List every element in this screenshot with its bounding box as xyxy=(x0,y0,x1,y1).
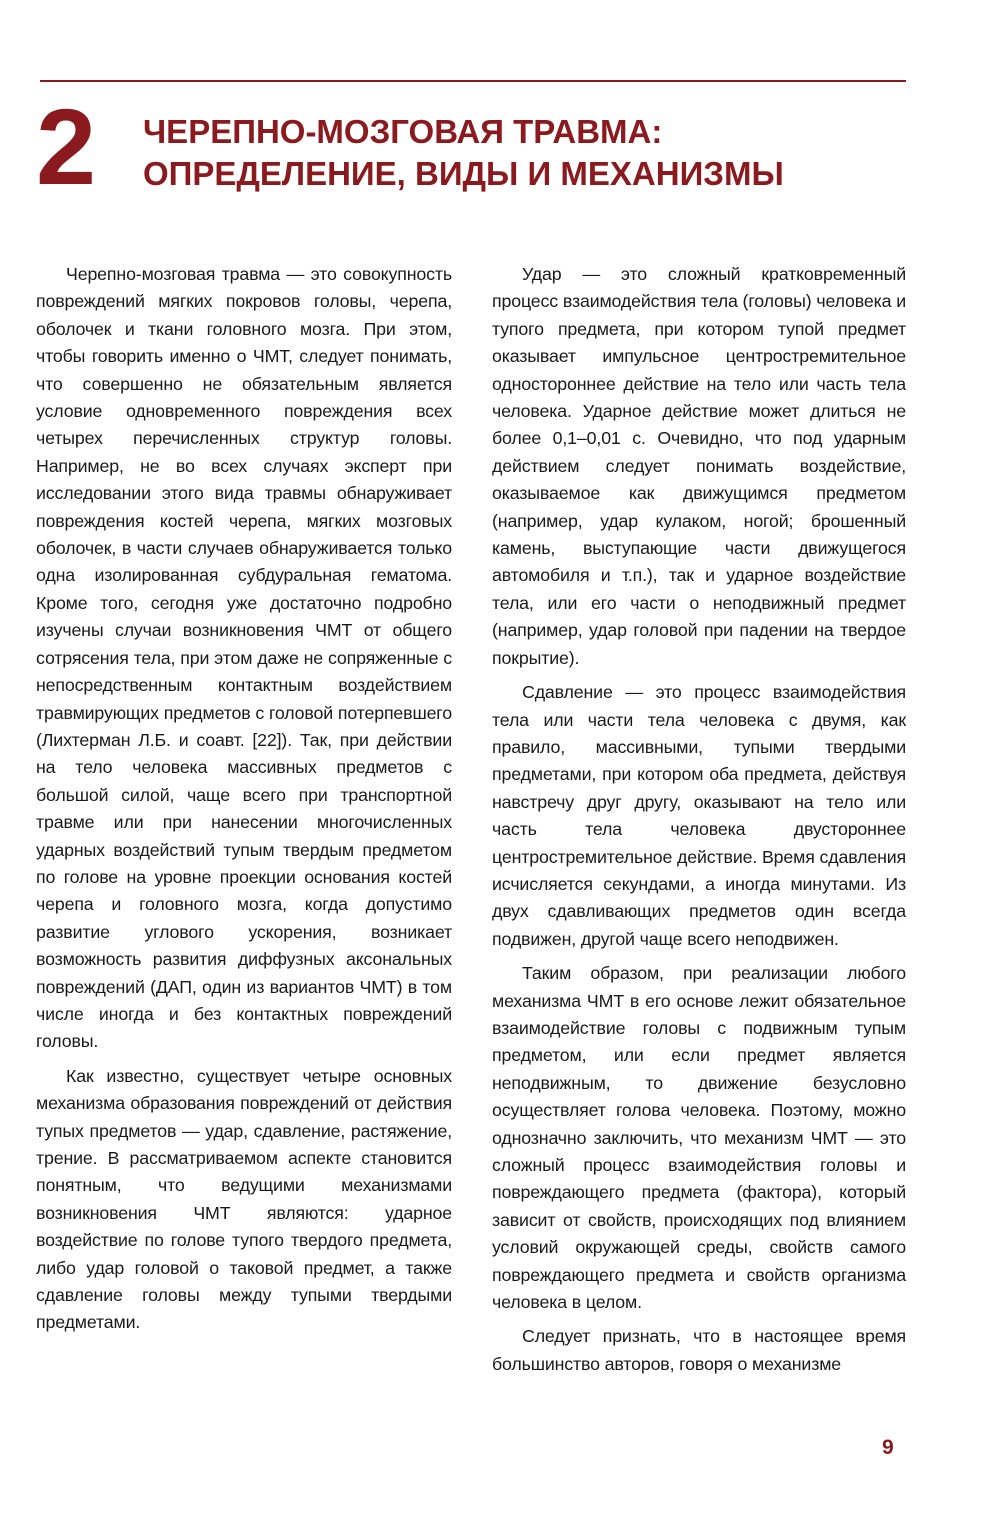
paragraph: Следует признать, что в настоящее время большинство авторов, говоря о механизме xyxy=(492,1326,906,1374)
chapter-title xyxy=(143,111,784,195)
chapter-title-line-1: ЧЕРЕПНО-МОЗГОВАЯ ТРАВМА: xyxy=(143,113,663,150)
paragraph: Сдавление — это процесс взаимодействия тела или части тела человека с двумя, как правило, массивными, тупыми твердыми предметами, при котором оба предмета, действуя навстречу друг другу, оказывают на тело или часть тела человека двустороннее центростремительное действие. Время сдавления исчисляется секундами, а иногда минутами. Из двух сдавливающих предметов один всегда подвижен, другой чаще всего неподвижен. xyxy=(492,682,906,949)
paragraph: Удар — это сложный кратковременный процесс взаимодействия тела (головы) человека и тупого предмета, при котором тупой предмет оказывает импульсное центростремительное одностороннее действие на тело или часть тела человека. Ударное действие может длиться не более 0,1–0,01 с. Очевидно, что под ударным действием следует понимать воздействие, оказываемое как движущимся предметом (например, удар кулаком, ногой; брошенный камень, выступающие части движущегося автомобиля и т.п.), так и ударное воздействие тела, или его части о неподвижный предмет (например, удар головой при падении на твердое покрытие). xyxy=(492,264,906,668)
paragraph: Черепно-мозговая травма — это совокупность повреждений мягких покровов головы, черепа, оболочек и ткани головного мозга. При этом, чтобы говорить именно о ЧМТ, следует понимать, что совершенно не обязательным является условие одновременного повреждения всех четырех перечисленных структур головы. Например, не во всех случаях эксперт при исследовании этого вида травмы обнаруживает повреждения костей черепа, мягких мозговых оболочек, в части случаев обнаруживается только одна изолированная субдуральная гематома. Кроме того, сегодня уже достаточно подробно изучены случаи возникновения ЧМТ от общего сотрясения тела, при этом даже не сопряженные с непосредственным контактным воздействием травмирующих предметов с головой потерпевшего (Лихтерман Л.Б. и соавт. [22]). Так, при действии на тело человека массивных предметов с большой силой, чаще всего при транспортной травме или при нанесении многочисленных ударных воздействий тупым твердым предметом по голове на уровне проекции основания костей черепа и головного мозга, когда допустимо развитие углового ускорения, возникает возможность развития диффузных аксональных повреждений (ДАП, один из вариантов ЧМТ) в том числе иногда и без контактных повреждений головы. xyxy=(36,264,452,1052)
page-number: 9 xyxy=(882,1436,894,1459)
paragraph: Как известно, существует четыре основных механизма образования повреждений от действия тупых предметов — удар, сдавление, растяжение, трение. В рассматриваемом аспекте становится понятным, что ведущими механизмами возникновения ЧМТ являются: ударное воздействие по голове тупого твердого предмета, либо удар головой о таковой предмет, а также сдавление головы между тупыми твердыми предметами. xyxy=(36,1065,452,1333)
left-column xyxy=(36,261,452,1344)
chapter-number: 2 xyxy=(36,86,95,207)
chapter-title-line-2: ОПРЕДЕЛЕНИЕ, ВИДЫ И МЕХАНИЗМЫ xyxy=(143,155,784,192)
paragraph: Таким образом, при реализации любого механизма ЧМТ в его основе лежит обязательное взаимодействие головы с подвижным тупым предметом, или если предмет является неподвижным, то движение безусловно осуществляет голова человека. Поэтому, можно однозначно заключить, что механизм ЧМТ — это сложный процесс взаимодействия головы и повреждающего предмета (фактора), который зависит от свойств, происходящих под влиянием условий окружающей среды, свойств самого повреждающего предмета и свойств организма человека в целом. xyxy=(492,963,906,1313)
header-rule xyxy=(40,80,906,82)
right-column xyxy=(492,261,906,1385)
